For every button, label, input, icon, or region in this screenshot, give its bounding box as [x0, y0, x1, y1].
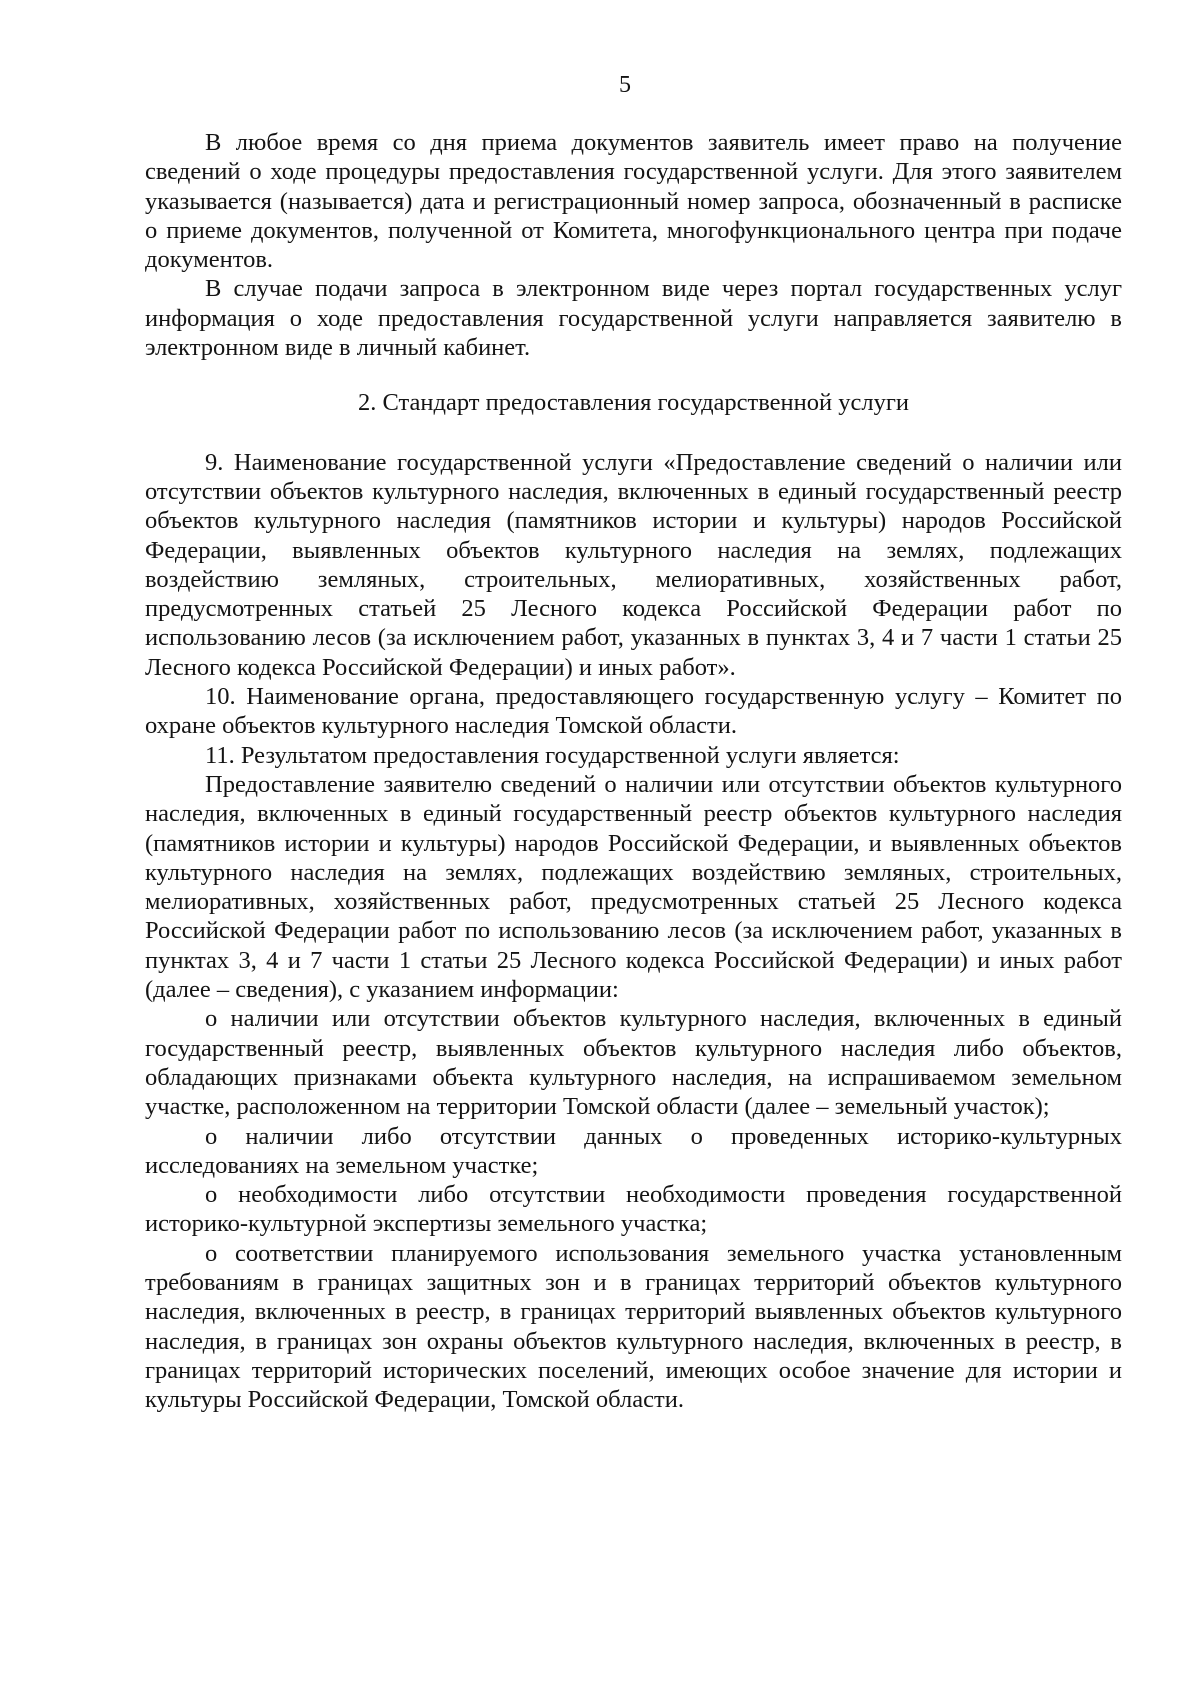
paragraph-result-description: Предоставление заявителю сведений о наличии или отсутствии объектов культурного наследия, включенных в единый государственный реестр объектов культурного наследия (памятников истории и культуры) народов Российской Федерации, и выявленных объектов культурного наследия на землях, подлежащих воздействию земляных, строительных, мелиоративных, хозяйственных работ, предусмотренных статьей 25 Лесного кодекса Российской Федерации работ по использованию лесов (за исключением работ, указанных в пунктах 3, 4 и 7 части 1 статьи 25 Лесного кодекса Российской Федерации) и иных работ (далее – сведения), с указанием информации: — [145, 770, 1122, 1004]
paragraph-progress-info: В любое время со дня приема документов заявитель имеет право на получение сведений о ходе процедуры предоставления государственной услуги. Для этого заявителем указывается (называется) дата и регистрационный номер запроса, обозначенный в расписке о приеме документов, полученной от Комитета, многофункционального центра при подаче документов. — [145, 129, 1122, 274]
paragraph-service-name: 9. Наименование государственной услуги «Предоставление сведений о наличии или отсутствии объектов культурного наследия, включенных в единый государственный реестр объектов культурного наследия (памятников истории и культуры) народов Российской Федерации, выявленных объектов культурного наследия на землях, подлежащих воздействию земляных, строительных, мелиоративных, хозяйственных работ, предусмотренных статьей 25 Лесного кодекса Российской Федерации работ по использованию лесов (за исключением работ, указанных в пунктах 3, 4 и 7 части 1 статьи 25 Лесного кодекса Российской Федерации) и иных работ». — [145, 448, 1122, 681]
list-item-land-use-compliance: о соответствии планируемого использования земельного участка установленным требованиям в границах защитных зон и в границах территорий объектов культурного наследия, включенных в реестр, в границах территорий выявленных объектов культурного наследия, в границах зон охраны объектов культурного наследия, включенных в реестр, в границах территорий исторических поселений, имеющих особое значение для истории и культуры Российской Федерации, Томской области. — [145, 1239, 1122, 1414]
document-body — [145, 128, 1122, 1414]
paragraph-electronic-request: В случае подачи запроса в электронном виде через портал государственных услуг информация о ходе предоставления государственной услуги направляется заявителю в электронном виде в личный кабинет. — [145, 275, 1122, 362]
list-item-expertise-need: о необходимости либо отсутствии необходимости проведения государственной историко-культурной экспертизы земельного участка; — [145, 1181, 1122, 1238]
page-number: 5 — [619, 72, 631, 98]
list-item-heritage-presence: о наличии или отсутствии объектов культурного наследия, включенных в единый государственный реестр, выявленных объектов культурного наследия либо объектов, обладающих признаками объекта культурного наследия, на испрашиваемом земельном участке, расположенном на территории Томской области (далее – земельный участок); — [145, 1005, 1122, 1121]
paragraph-service-result: 11. Результатом предоставления государственной услуги является: — [205, 741, 900, 769]
list-item-research-data: о наличии либо отсутствии данных о проведенных историко-культурных исследованиях на земельном участке; — [145, 1122, 1122, 1179]
section-heading: 2. Стандарт предоставления государственной услуги — [357, 389, 910, 417]
paragraph-service-authority: 10. Наименование органа, предоставляющего государственную услугу – Комитет по охране объектов культурного наследия Томской области. — [145, 683, 1122, 740]
